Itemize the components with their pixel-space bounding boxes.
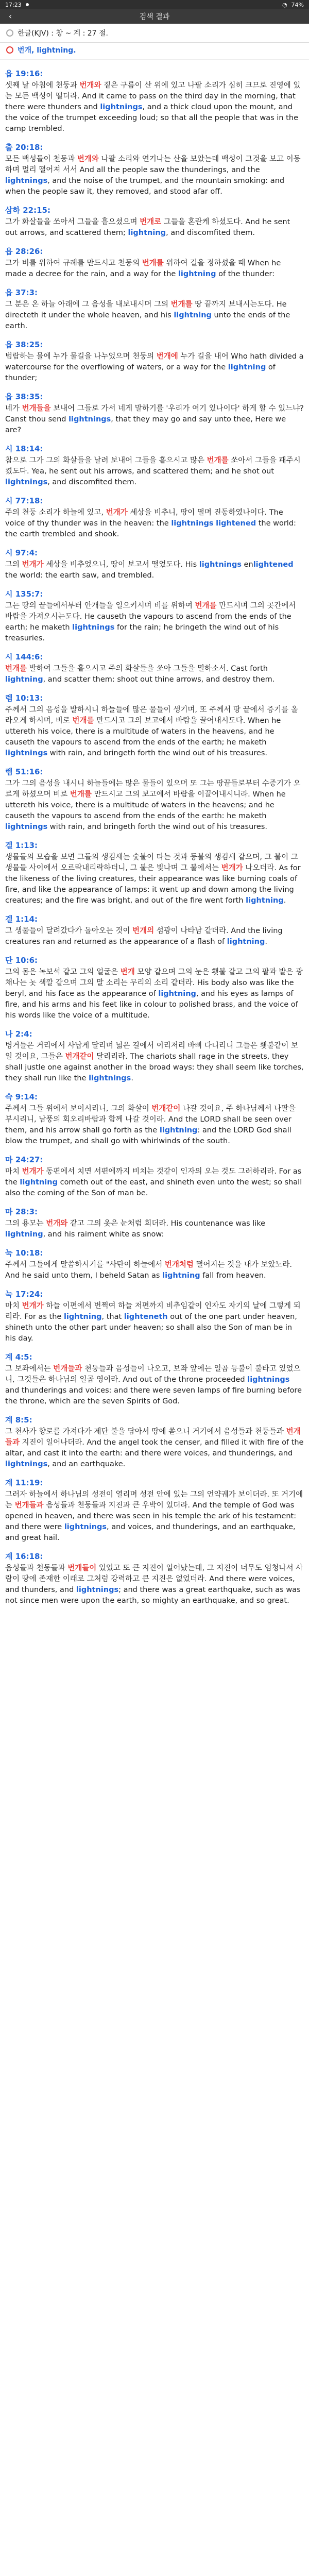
verse-text: 그가 비를 위하여 규례를 만드시고 천둥의 번개를 위하여 길을 정하셨을 때 When he made a decree for the rain, and a way for the lightning of the thunder: [5, 259, 281, 278]
verse-text: 그러자 하늘에서 하나님의 성전이 열리며 성전 안에 있는 그의 언약궤가 보이더라. 또 거기에는 번개들과 음성들과 천둥들과 지진과 큰 우박이 있더라. And the temple of God was opened in heaven, and there was seen in his temple the ark of his testament: and there were lightnings, and voices, and thunderings, and an earthquake, and great hail. [5, 1490, 303, 1542]
wifi-icon: ◔ [282, 1, 287, 8]
verse-item[interactable] [5, 1551, 304, 1606]
verse-reference[interactable]: 겔 1:14: [5, 914, 38, 924]
verse-reference[interactable]: 시 18:14: [5, 444, 43, 453]
search-term-icon [6, 46, 13, 54]
verse-text: 생물들의 모습을 보면 그들의 생김새는 숯불이 타는 것과 등불의 생김새 같으며, 그 불이 그 생물들 사이에서 오르락내리락하더니, 그 불은 빛나며 그 불에서는 번개가 나오더라. As for the likeness of the living creatures, their appearance was like burning coals of fire, and like the appearance of lamps: it went up and down among the living creatures; and the fire was bright, and out of the fire went forth lightning. [5, 853, 301, 905]
verse-reference[interactable]: 나 2:4: [5, 1029, 32, 1039]
verse-item[interactable] [5, 1289, 304, 1344]
verse-item[interactable] [5, 391, 304, 436]
verse-text: 그가 화살들을 쏘아서 그들을 흩으셨으며 번개로 그들을 혼란케 하셨도다. And he sent out arrows, and scattered them; lightning, and discomfited them. [5, 218, 290, 237]
verse-item[interactable] [5, 68, 304, 134]
verse-text: 그 보좌에서는 번개들과 천둥들과 음성들이 나오고, 보좌 앞에는 일곱 등불이 불타고 있었으니, 그것들은 하나님의 일곱 영이라. And out of the throne proceeded lightnings and thunderings and voices: and there were seven lamps of fire burning before the throne, which are the seven Spirits of God. [5, 1365, 302, 1405]
verse-item[interactable] [5, 547, 304, 581]
verse-item[interactable] [5, 495, 304, 540]
verse-reference[interactable]: 렘 51:16: [5, 767, 43, 776]
verse-text: 그는 땅의 끝들에서부터 안개들을 일으키시며 비를 위하여 번개를 만드시며 그의 곳간에서 바람을 가져오시는도다. He causeth the vapours to ascend from the ends of the earth; he maketh lightnings for the rain; he bringeth the wind out of his treasuries. [5, 602, 296, 642]
verse-text: 병거들은 거리에서 사납게 달리며 넓은 길에서 이리저리 바삐 다니리니 그들은 횃불같이 보일 것이요, 그들은 번개같이 달리리라. The chariots shall rage in the streets, they shall justle one against another in the broad ways: they shall seem like torches, they shall run like the lightnings. [5, 1042, 304, 1082]
verse-text: 범람하는 물에 누가 물길을 나누었으며 천둥의 번개에 누가 길을 내어 Who hath divided a watercourse for the overflowing of waters, or a way for the lightning of thunder; [5, 352, 304, 382]
verse-reference[interactable]: 시 144:6: [5, 652, 43, 662]
radio-icon[interactable] [6, 29, 13, 37]
verse-text: 그가 그의 음성을 내시니 하늘들에는 많은 물들이 있으며 또 그는 땅끝들로부터 수증기가 오르게 하셨으며 비로 번개를 만드시고 그의 보고에서 바람을 이끌어내시니라. When he uttereth his voice, there is a multitude of waters in the heavens; and he causeth the vapours to ascend from the ends of the earth: he maketh lightnings with rain, and bringeth forth the wind out of his treasures. [5, 779, 301, 831]
verse-text: 그 천사가 향로를 가져다가 제단 불을 담아서 땅에 쏟으니 거기에서 음성들과 천둥들과 번개들과 지진이 일어나더라. And the angel took the censer, and filled it with fire of the altar, and cast it into the earth: and there were voices, and thunderings, and lightnings, and an earthquake. [5, 1428, 304, 1468]
verse-item[interactable] [5, 588, 304, 644]
verse-text: 주의 천둥 소리가 하늘에 있고, 번개가 세상을 비추니, 땅이 떨며 진동하였나이다. The voice of thy thunder was in the heaven: the lightnings lightened the world: the earth trembled and shook. [5, 509, 296, 538]
verse-item[interactable] [5, 651, 304, 685]
verse-reference[interactable]: 겔 1:13: [5, 841, 38, 850]
verse-text: 그 생물들이 달려갔다가 돌아오는 것이 번개의 섬광이 나타남 같더라. And the living creatures ran and returned as the appearance of a flash of lightning. [5, 927, 283, 946]
verse-reference[interactable]: 눅 10:18: [5, 1248, 43, 1258]
verse-item[interactable] [5, 1091, 304, 1147]
verse-reference[interactable]: 슥 9:14: [5, 1092, 38, 1101]
verse-item[interactable] [5, 1154, 304, 1199]
verse-text: 주께서 그들 위에서 보이시리니, 그의 화살이 번개같이 나갈 것이요, 주 하나님께서 나팔을 부시리니, 남풍의 회오리바람과 함께 나갈 것이라. And the LORD shall be seen over them, and his arrow shall go forth as the lightning: and the LORD God shall blow the trumpet, and shall go with whirlwinds of the south. [5, 1105, 296, 1145]
filter-row[interactable] [0, 24, 309, 43]
search-term-row [0, 43, 309, 60]
verse-text: 주께서 그들에게 말씀하시기를 "사탄이 하늘에서 번개처럼 떨어지는 것을 내가 보았노라. And he said unto them, I beheld Satan as lightning fall from heaven. [5, 1261, 293, 1280]
verse-reference[interactable]: 계 8:5: [5, 1415, 32, 1425]
verse-item[interactable] [5, 246, 304, 280]
verse-item[interactable] [5, 339, 304, 384]
verse-reference[interactable]: 시 77:18: [5, 496, 43, 505]
verse-reference[interactable]: 단 10:6: [5, 956, 38, 965]
verse-item[interactable] [5, 1206, 304, 1240]
verse-reference[interactable]: 렘 10:13: [5, 693, 43, 703]
verse-text: 번개를 발하여 그들을 흩으시고 주의 화살들을 쏘아 그들을 멸하소서. Cast forth lightning, and scatter them: shoot out thine arrows, and destroy them. [5, 665, 275, 684]
verse-text: 셋째 날 아침에 천둥과 번개와 짙은 구름이 산 위에 있고 나팔 소리가 심히 크므로 진영에 있는 모든 백성이 떨더라. And it came to pass on the third day in the morning, that there were thunders and lightnings, and a thick cloud upon the mount, and the voice of the trumpet exceeding loud; so that all the people that was in the camp trembled. [5, 81, 301, 133]
status-left [5, 2, 29, 8]
verse-text: 마치 번개가 하늘 이편에서 번쩍여 하늘 저편까지 비추임같이 인자도 자기의 날에 그렇게 되리라. For as the lightning, that lighteneth out of the one part under heaven, shineth unto the other part under heaven; so shall also the Son of man be in his day. [5, 1302, 301, 1343]
verse-reference[interactable]: 욥 28:26: [5, 247, 43, 256]
search-term: 번개, lightning. [18, 46, 76, 55]
verse-reference[interactable]: 마 24:27: [5, 1155, 43, 1164]
page-title: 검색 결과 [139, 13, 170, 21]
verse-reference[interactable]: 계 11:19: [5, 1478, 43, 1487]
status-right [282, 2, 304, 8]
verse-reference[interactable]: 시 97:4: [5, 548, 38, 557]
verse-reference[interactable]: 욥 19:16: [5, 69, 43, 78]
verse-text: 그의 용모는 번개와 같고 그의 옷은 눈처럼 희더라. His countenance was like lightning, and his raiment white as snow: [5, 1219, 266, 1239]
verse-item[interactable] [5, 205, 304, 239]
verse-reference[interactable]: 계 16:18: [5, 1552, 43, 1561]
verse-text: 마치 번개가 동편에서 치면 서편에까지 비치는 것같이 인자의 오는 것도 그러하리라. For as the lightning cometh out of the east, and shineth even unto the west; so shall also the coming of the Son of man be. [5, 1167, 302, 1197]
verse-item[interactable] [5, 142, 304, 197]
verse-text: 그의 몸은 녹보석 같고 그의 얼굴은 번개 모양 같으며 그의 눈은 횃불 같고 그의 팔과 발은 광채나는 놋 색깔 같으며 그의 말 소리는 무리의 소리 같더라. His body also was like the beryl, and his face as the appearance of lightning, and his eyes as lamps of fire, and his arms and his feet like in colour to polished brass, and the voice of his words like the voice of a multitude. [5, 968, 303, 1020]
verse-reference[interactable]: 삼하 22:15: [5, 206, 50, 215]
notification-icon [26, 3, 29, 6]
verse-text: 모든 백성들이 천둥과 번개와 나팔 소리와 연기나는 산을 보았는데 백성이 그것을 보고 이동하며 멀리 떨어져 서서 And all the people saw the thunderings, and the lightnings, and the noise of the trumpet, and the mountain smoking: and when the people saw it, they removed, and stood afar off. [5, 155, 301, 196]
verse-reference[interactable]: 욥 37:3: [5, 288, 38, 297]
verse-reference[interactable]: 마 28:3: [5, 1207, 38, 1216]
verse-reference[interactable]: 욥 38:35: [5, 392, 43, 401]
verse-item[interactable] [5, 443, 304, 488]
verse-item[interactable] [5, 287, 304, 332]
verse-item[interactable] [5, 1414, 304, 1470]
verse-reference[interactable]: 욥 38:25: [5, 340, 43, 349]
verse-item[interactable] [5, 840, 304, 906]
filter-label: 한글(KJV) : 창 ~ 계 : 27 절. [18, 29, 109, 38]
verse-item[interactable] [5, 1247, 304, 1281]
verse-reference[interactable]: 출 20:18: [5, 143, 43, 152]
verse-reference[interactable]: 눅 17:24: [5, 1290, 43, 1299]
verse-text: 네가 번개들을 보내어 그들로 가서 네게 말하기를 '우리가 여기 있나이다' 하게 할 수 있느냐? Canst thou send lightnings, that they may go and say unto thee, Here we are? [5, 404, 304, 434]
verse-item[interactable] [5, 1028, 304, 1084]
verse-item[interactable] [5, 1477, 304, 1544]
status-bar [0, 0, 309, 9]
verse-list [0, 60, 309, 1617]
verse-reference[interactable]: 계 4:5: [5, 1352, 32, 1362]
verse-reference[interactable]: 시 135:7: [5, 589, 43, 599]
verse-text: 주께서 그의 음성을 발하시니 하늘들에 많은 물들이 생기며, 또 주께서 땅 끝에서 증기를 올라오게 하시며, 비로 번개를 만드시고 그의 보고에서 바람을 끌어내시도다. When he uttereth his voice, there is a multitude of waters in the heavens, and he causeth the vapours to ascend from the ends of the earth; he maketh lightnings with rain, and bringeth forth the wind out of his treasures. [5, 706, 298, 757]
verse-item[interactable] [5, 766, 304, 833]
status-time: 17:23 [5, 1, 22, 8]
verse-item[interactable] [5, 692, 304, 759]
verse-item[interactable] [5, 1351, 304, 1407]
verse-item[interactable] [5, 913, 304, 947]
verse-text: 그 분은 온 하늘 아래에 그 음성을 내보내시며 그의 번개를 땅 끝까지 보내시는도다. He directeth it under the whole heaven, and his lightning unto the ends of the earth. [5, 300, 290, 330]
verse-text: 참으로 그가 그의 화살들을 날려 보내어 그들을 흩으시고 많은 번개를 쏘아서 그들을 패주시켰도다. Yea, he sent out his arrows, and scattered them; and he shot out lightnings, and discomfited them. [5, 456, 301, 486]
verse-text: 그의 번개가 세상을 비추었으니, 땅이 보고서 떨었도다. His lightnings enlightened the world: the earth saw, and trembled. [5, 561, 294, 580]
verse-text: 음성들과 천둥들과 번개들이 있었고 또 큰 지진이 일어났는데, 그 지진이 너무도 엄청나서 사람이 땅에 존재한 이래로 그처럼 강력하고 큰 지진은 없었더라. And there were voices, and thunders, and lightnings; and there was a great earthquake, such as was not since men were upon the earth, so mighty an earthquake, and so great. [5, 1564, 303, 1605]
battery-level: 74% [291, 1, 304, 8]
app-bar [0, 9, 309, 24]
back-arrow-icon[interactable]: ‹ [8, 11, 12, 21]
verse-item[interactable] [5, 955, 304, 1021]
